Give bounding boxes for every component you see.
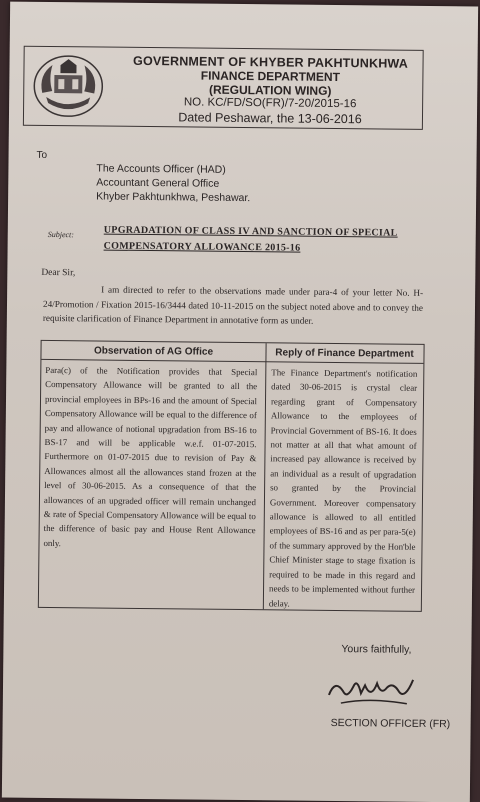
signature-icon [321,665,421,712]
recipient-line-3: Khyber Pakhtunkhwa, Peshawar. [96,190,251,205]
table-column-divider [263,343,267,609]
government-emblem-icon [30,53,107,120]
subject-label: Subject: [47,229,75,240]
table-cell-reply: The Finance Department's notification dated 30-06-2015 is crystal clear regarding grant of Compensatory Allowance to the employees of Provincial Government of BS-16. It does not matter at all that what amount of increased pay allowance is received by an individual as a result of upgradation so granted by the Provincial Government. Moreover compensatory allowance is allowed to all entitled employees of BS-16 and as per para-5(e) of the summary approved by the Hon'ble Chief Minister stage to stage fixation is required to be made in this regard and needs to be implemented without further delay. [268,367,418,609]
to-label: To [36,149,48,161]
table-header-reply: Reply of Finance Department [275,347,414,360]
subject-line-2: COMPENSATORY ALLOWANCE 2015-16 [103,240,301,254]
subject-line-1: UPGRADATION OF CLASS IV AND SANCTION OF SPECIAL [103,224,398,239]
table-header-observation: Observation of AG Office [93,345,214,358]
closing-text: Yours faithfully, [341,643,412,656]
letter-date: Dated Peshawar, the 13-06-2016 [178,110,362,127]
letterhead-government: GOVERNMENT OF KHYBER PAKHTUNKHWA [133,53,409,71]
letter-page [2,2,478,802]
clarification-table [38,340,425,612]
letterhead-department: FINANCE DEPARTMENT [200,68,341,85]
letterhead-box [23,46,424,130]
recipient-line-1: The Accounts Officer (HAD) [96,162,226,176]
reference-number: NO. KC/FD/SO(FR)/7-20/2015-16 [183,96,357,111]
letterhead-wing: (REGULATION WING) [208,82,332,98]
table-cell-observation: Para(c) of the Notification provides that Special Compensatory Allowance will be granted to all the provincial employees in BPs-16 and the amount of Special Compensatory Allowance will be equal to the difference of pay and allowance of notional upgradation from BS-16 to BS-17 and will be applicable w.e.f. 01-07-2015. Furthermore on 01-07-2015 due to revision of Pay & Allowances almost all the allowances stand frozen at the level of 30-06-2015. As a consequence of that the allowances of an upgraded officer will remain unchanged & rate of Special Compensatory Allowance will be equal to the difference of basic pay and House Rent Allowance only. [43,364,258,549]
salutation: Dear Sir, [41,267,76,279]
body-paragraph: I am directed to refer to the observations made under para-4 of your letter No. H-24/Promotion / Fixation 2015-16/3444 dated 10-11-2015 on the subject noted above and to convey the requisite clarification of Finance Department in annotative form as under. [42,284,424,326]
recipient-line-2: Accountant General Office [96,176,220,190]
signatory-title: SECTION OFFICER (FR) [330,716,451,731]
